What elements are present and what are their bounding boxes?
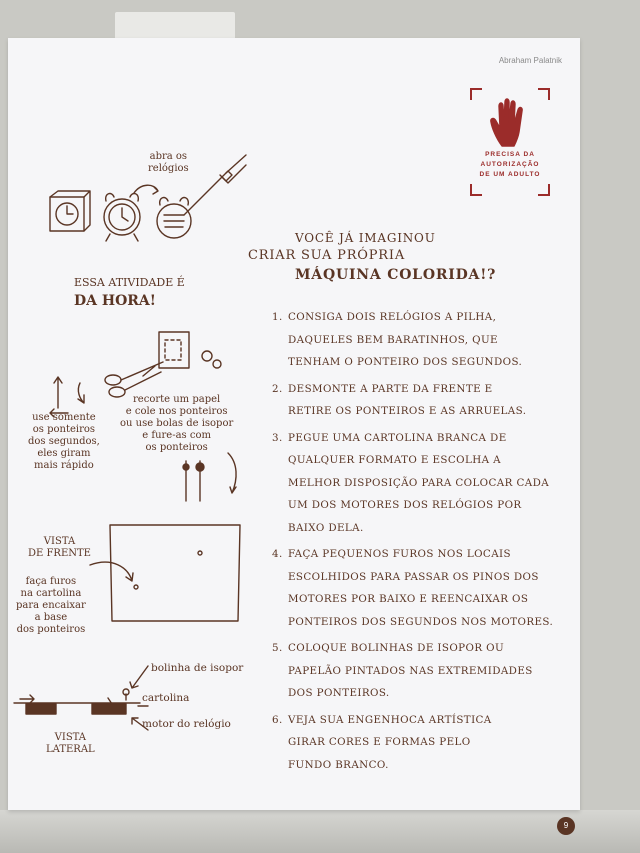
board-label: cartolina (142, 692, 190, 704)
stamp-line-2: AUTORIZAÇÃO (480, 161, 540, 168)
hand-icon (488, 98, 532, 148)
side-view-label: VISTA LATERAL (46, 732, 95, 755)
table-surface (0, 810, 640, 853)
title-line-3: MÁQUINA COLORIDA!? (295, 267, 497, 283)
author-name: Abraham Palatnik (498, 56, 562, 65)
title-line-2: CRIAR SUA PRÓPRIA (248, 248, 406, 263)
step-5: 5. COLOQUE BOLINHAS DE ISOPOR OU PAPELÃO PINTADOS NAS EXTREMIDADES DOS PONTEIROS. (272, 642, 533, 699)
intro-text (74, 273, 185, 311)
second-hands-arrows (48, 373, 108, 413)
intro-line-2: DA HORA! (74, 293, 156, 309)
motor-label: motor do relógio (142, 718, 231, 730)
step-4: 4. FAÇA PEQUENOS FUROS NOS LOCAIS ESCOLHIDOS PARA PASSAR OS PINOS DOS MOTORES POR BAIXO E REENCAIXAR OS PONTEIROS DOS SEGUNDOS NOS MOTORES. (272, 548, 554, 628)
step-6: 6. VEJA SUA ENGENHOCA ARTÍSTICA GIRAR CORES E FORMAS PELO FUNDO BRANCO. (272, 713, 492, 771)
step-1: 1. CONSIGA DOIS RELÓGIOS A PILHA, DAQUELES BEM BARATINHOS, QUE TENHAM O PONTEIRO DOS SEGUNDOS. (272, 311, 523, 368)
clocks-drawing (46, 163, 246, 253)
intro-line-1: ESSA ATIVIDADE É (74, 276, 185, 289)
page-number: 9 (557, 817, 575, 835)
stamp-line-3: DE UM ADULTO (479, 171, 541, 178)
pointers-drawing (178, 453, 238, 513)
open-clocks-note: abra os relógios (148, 151, 189, 174)
step-3: 3. PEGUE UMA CARTOLINA BRANCA DE QUALQUER FORMATO E ESCOLHA A MELHOR DISPOSIÇÃO PARA COLOCAR CADA UM DOS MOTORES DOS RELÓGIOS POR BAIXO DELA. (272, 431, 550, 534)
holes-note: faça furos na cartolina para encaixar a base dos ponteiros (16, 576, 86, 635)
instructions-list (272, 306, 572, 780)
adult-permission-stamp (470, 88, 550, 196)
front-view-label: VISTA DE FRENTE (28, 536, 91, 559)
cut-paper-note: recorte um papel e cole nos ponteiros ou use bolas de isopor e fure-as com os ponteiros (120, 394, 234, 453)
title-line-1: VOCÊ JÁ IMAGINOU (295, 231, 436, 245)
second-hands-note: use somente os ponteiros dos segundos, eles giram mais rápido (28, 412, 100, 471)
stamp-line-1: PRECISA DA (485, 151, 535, 158)
book-page (8, 38, 580, 830)
step-2: 2. DESMONTE A PARTE DA FRENTE E RETIRE OS PONTEIROS E AS ARRUELAS. (272, 382, 527, 417)
ball-label: bolinha de isopor (151, 662, 244, 674)
front-view-board (108, 523, 243, 623)
stamp-text (470, 150, 550, 180)
